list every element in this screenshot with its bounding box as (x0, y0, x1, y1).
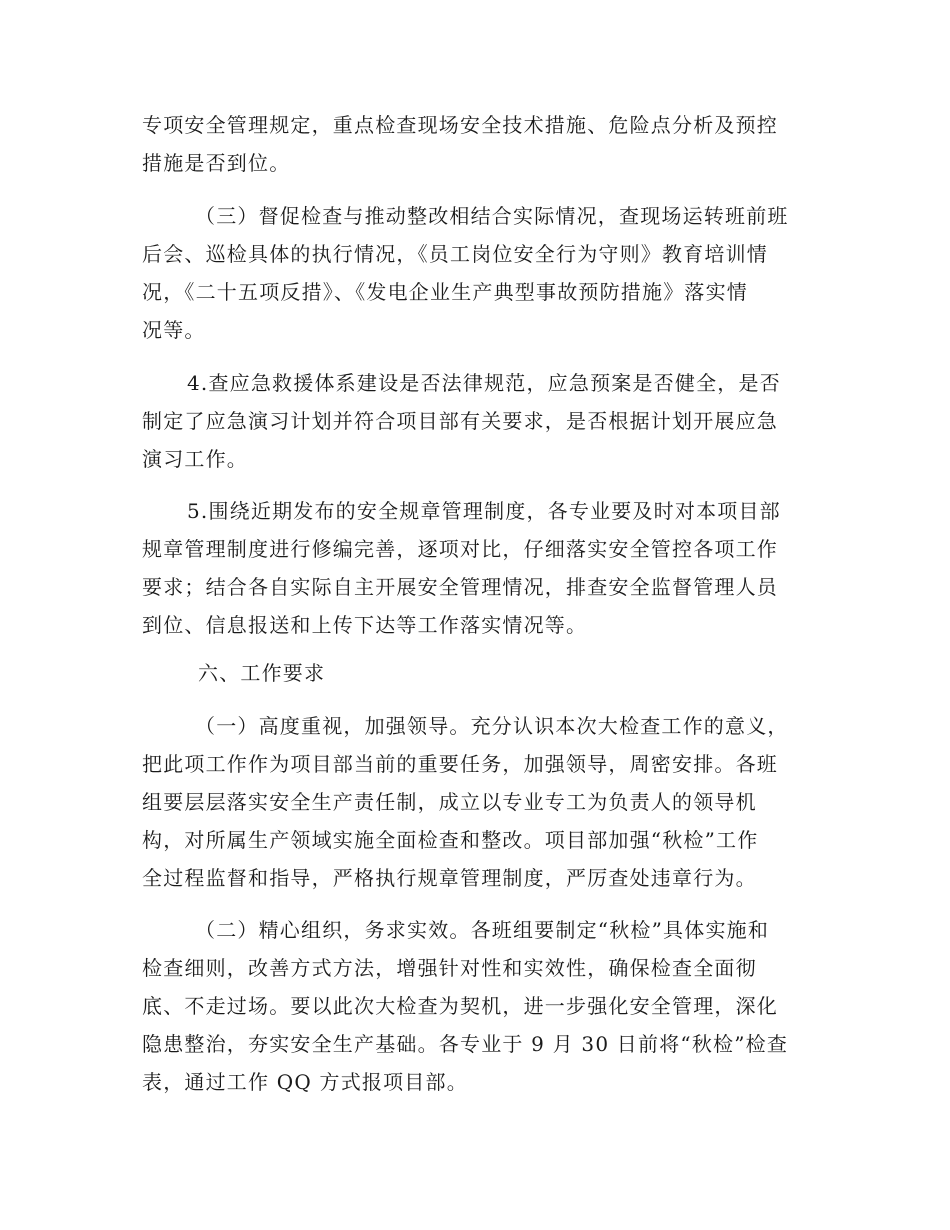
paragraph-item-5-line-3: 要求；结合各自实际自主开展安全管理情况，排查安全监督管理人员 (142, 575, 778, 599)
paragraph-item-5-line-2: 规章管理制度进行修编完善，逐项对比，仔细落实安全管控各项工作 (142, 537, 778, 561)
paragraph-continued-line-1: 专项安全管理规定，重点检查现场安全技术措施、危险点分析及预控 (142, 113, 778, 137)
paragraph-req-2-line-2: 检查细则，改善方式方法，增强针对性和实效性，确保检查全面彻 (142, 956, 757, 980)
paragraph-item-4-line-3: 演习工作。 (142, 447, 248, 471)
paragraph-continued-line-2: 措施是否到位。 (142, 151, 291, 175)
paragraph-req-1-line-2: 把此项工作作为项目部当前的重要任务，加强领导，周密安排。各班 (142, 752, 778, 776)
paragraph-item-3-line-4: 况等。 (142, 318, 206, 342)
paragraph-req-1-line-5: 全过程监督和指导，严格执行规章管理制度，严厉查处违章行为。 (142, 866, 757, 890)
paragraph-item-3-line-3: 况，《二十五项反措》、《发电企业生产典型事故预防措施》落实情 (142, 280, 748, 304)
paragraph-item-5-line-1: 5.围绕近期发布的安全规章管理制度，各专业要及时对本项目部 (187, 499, 781, 523)
paragraph-req-2-line-1: （二）精心组织，务求实效。各班组要制定“秋检”具体实施和 (195, 918, 770, 942)
paragraph-req-1-line-4: 构，对所属生产领域实施全面检查和整改。项目部加强“秋检”工作 (142, 828, 759, 852)
paragraph-item-5-line-4: 到位、信息报送和上传下达等工作落实情况等。 (142, 613, 588, 637)
paragraph-item-3-line-1: （三）督促检查与推动整改相结合实际情况，查现场运转班前班 (195, 204, 789, 228)
paragraph-req-1-line-3: 组要层层落实安全生产责任制，成立以专业专工为负责人的领导机 (142, 790, 757, 814)
section-heading-work-requirements: 六、工作要求 (198, 661, 326, 685)
paragraph-req-2-line-4: 隐患整治，夯实安全生产基础。各专业于 9 月 30 日前将“秋检”检查 (142, 1032, 789, 1056)
paragraph-item-3-line-2: 后会、巡检具体的执行情况，《员工岗位安全行为守则》教育培训情 (142, 242, 768, 266)
paragraph-item-4-line-2: 制定了应急演习计划并符合项目部有关要求，是否根据计划开展应急 (142, 409, 778, 433)
paragraph-req-2-line-5: 表，通过工作 QQ 方式报项目部。 (142, 1070, 468, 1094)
paragraph-req-2-line-3: 底、不走过场。要以此次大检查为契机，进一步强化安全管理，深化 (142, 994, 778, 1018)
paragraph-item-4-line-1: 4.查应急救援体系建设是否法律规范，应急预案是否健全，是否 (187, 371, 781, 395)
paragraph-req-1-line-1: （一）高度重视，加强领导。充分认识本次大检查工作的意义， (195, 714, 789, 738)
